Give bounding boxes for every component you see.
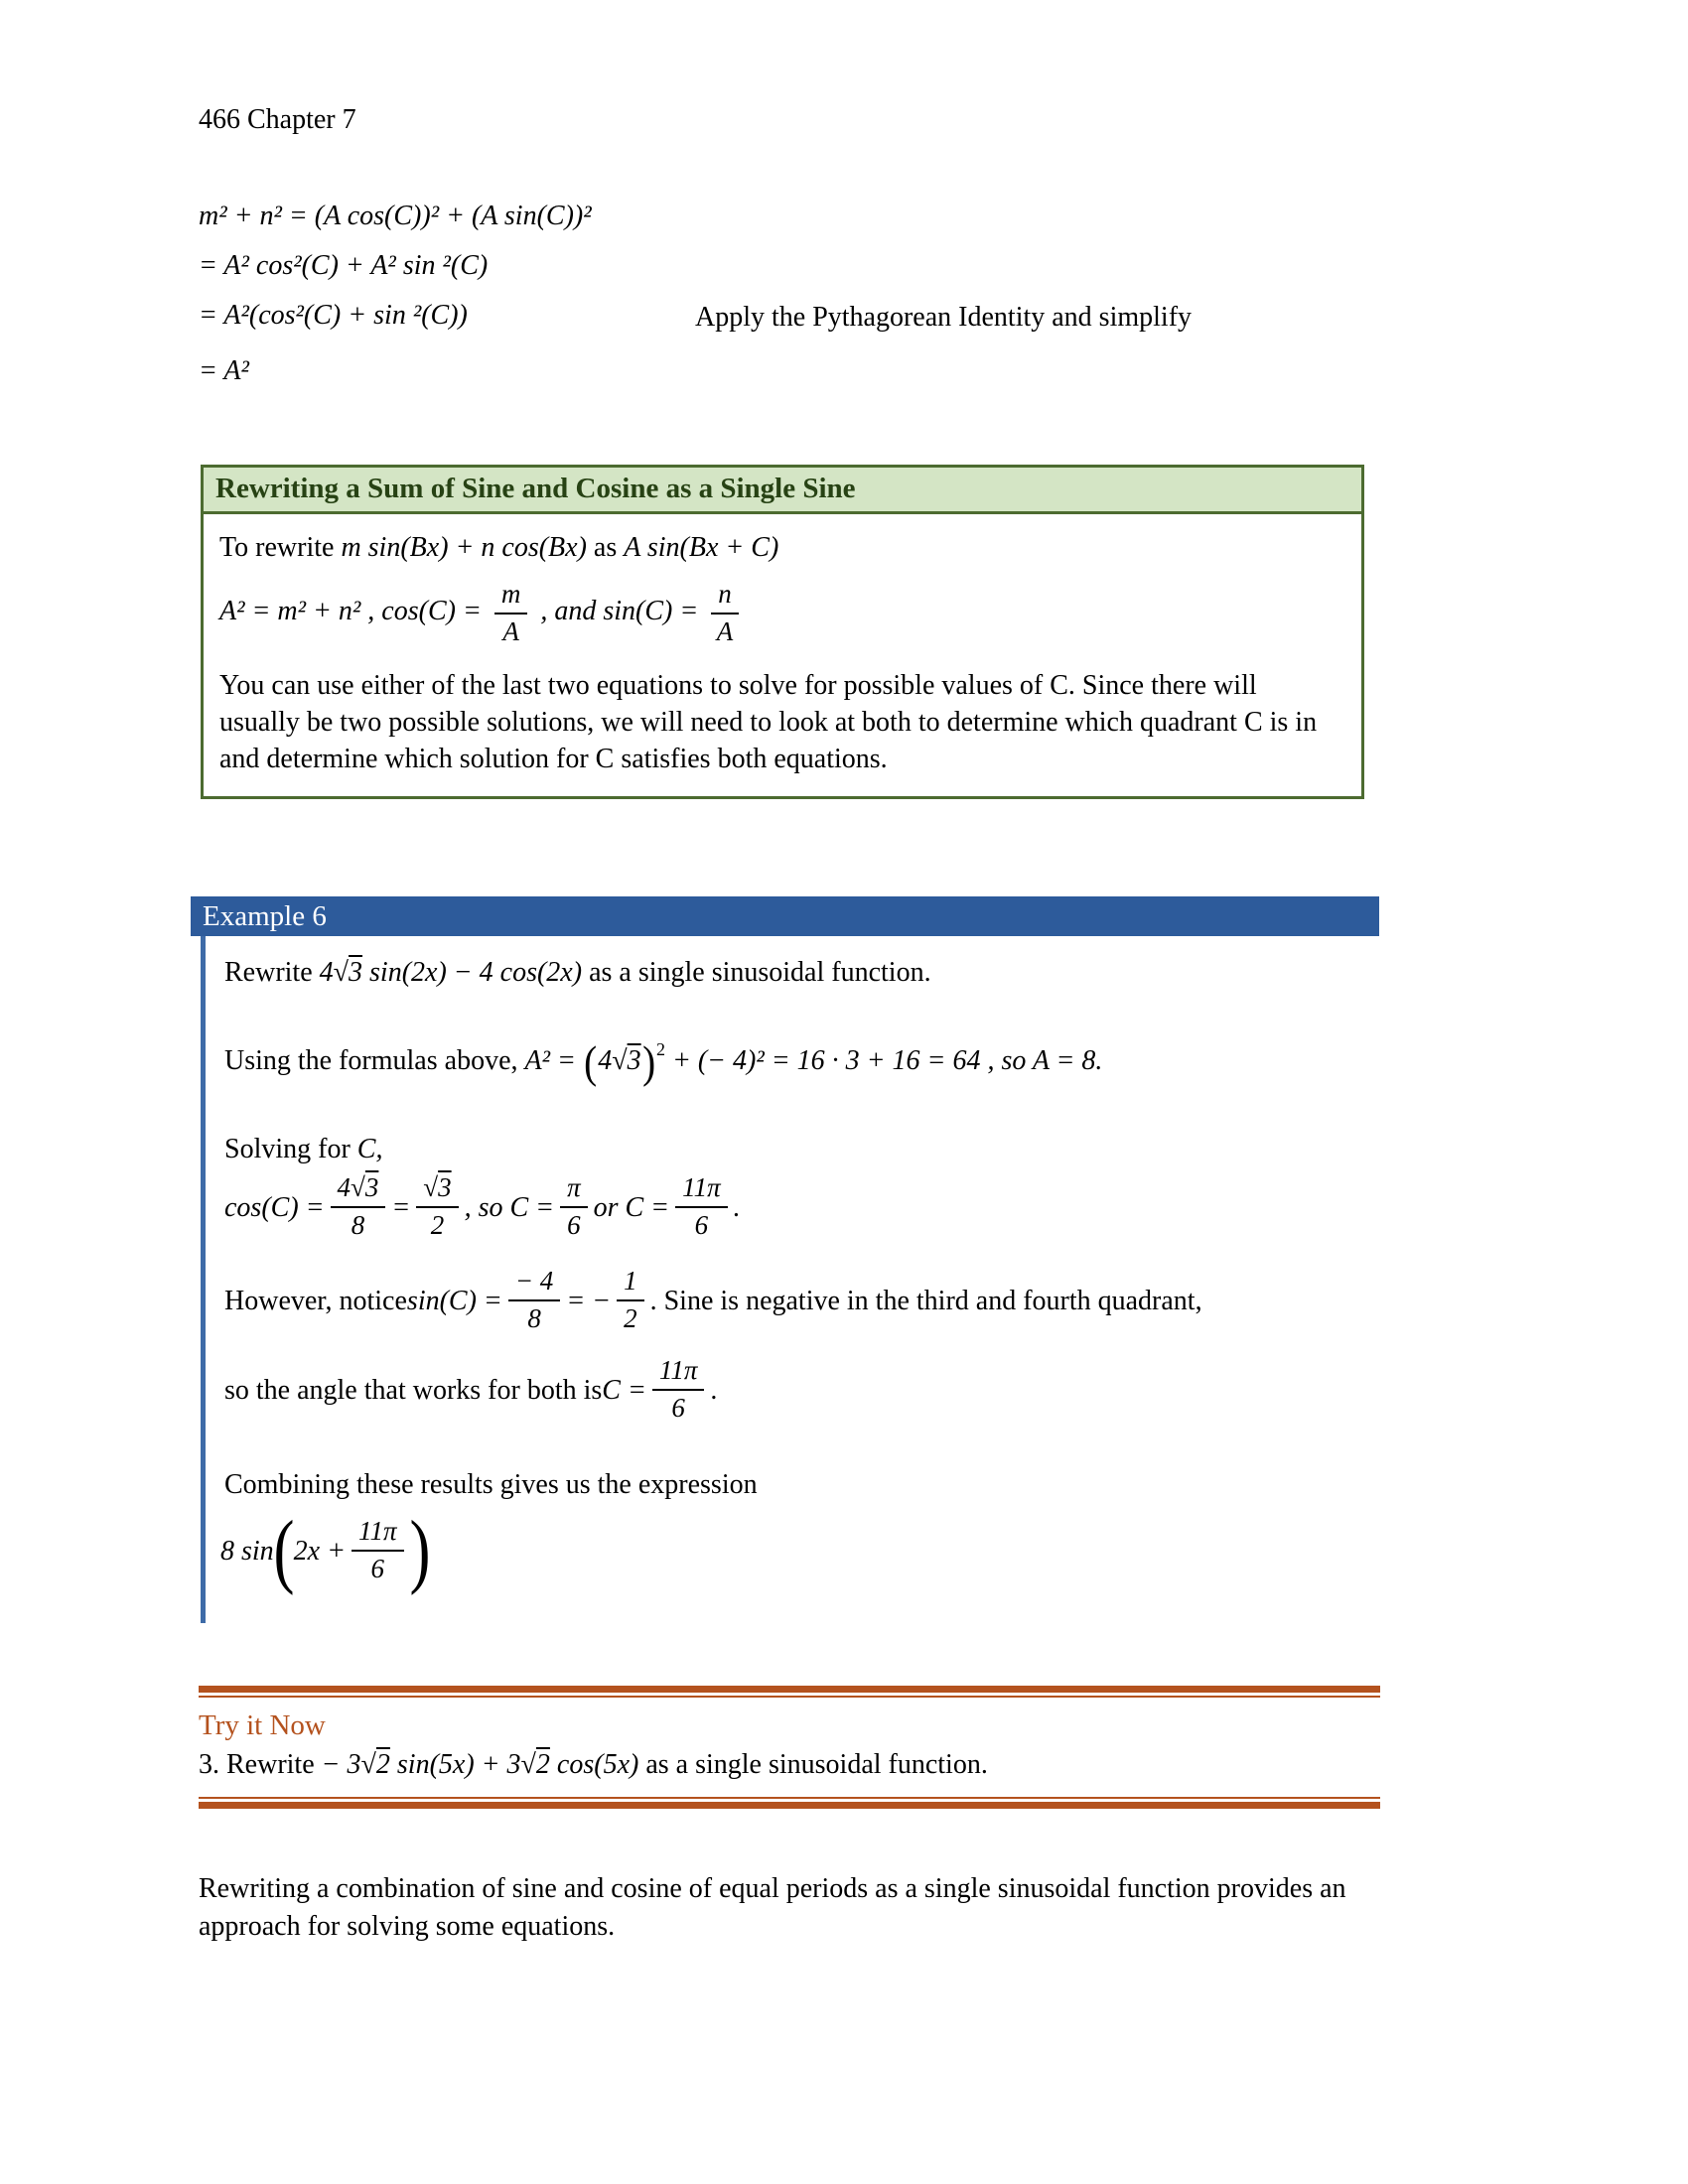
fraction: [675, 1173, 728, 1240]
try-it-now-bottom-rule: [199, 1797, 1380, 1809]
derivation-line-3: = A²(cos²(C) + sin ²(C)): [199, 300, 468, 331]
numerator: [352, 1517, 404, 1552]
fraction: [494, 580, 528, 646]
numerator: [416, 1173, 458, 1208]
text-fragment: .: [710, 1374, 718, 1406]
math-fragment: 11π: [358, 1516, 397, 1547]
radicand: 3: [349, 957, 363, 988]
radicand: 2: [535, 1749, 550, 1780]
denominator: [617, 1301, 644, 1334]
example-combining-line: Combining these results gives us the expression: [224, 1469, 758, 1500]
math-fragment: 11π: [682, 1172, 721, 1203]
math-fragment: + (− 4)² = 16 · 3 + 16 = 64 , so: [664, 1045, 1033, 1076]
example-banner: Example 6: [191, 896, 1379, 936]
math-fragment: A² = m² + n² , cos(C) =: [219, 596, 489, 627]
math-fragment: C,: [356, 1134, 383, 1164]
math-fragment: or C =: [593, 1191, 670, 1223]
text-fragment: 3. Rewrite: [199, 1749, 322, 1780]
exponent: 2: [655, 1039, 665, 1059]
math-fragment: sin(5x) + 3√: [389, 1749, 536, 1780]
denominator: [508, 1301, 560, 1334]
numerator: [494, 580, 528, 614]
math-fragment: = −: [566, 1285, 612, 1316]
numerator: [560, 1173, 588, 1208]
radicand: 3: [438, 1172, 452, 1203]
numerator: [617, 1267, 644, 1301]
derivation-line-1: m² + n² = (A cos(C))² + (A sin(C))²: [199, 201, 592, 231]
denominator: [675, 1208, 728, 1241]
math-fragment: 4√: [337, 1172, 365, 1203]
try-it-now-item: [199, 1747, 988, 1782]
math-fragment: =: [391, 1191, 411, 1223]
math-fragment: 6: [671, 1393, 685, 1423]
math-fragment: m sin(Bx) + n cos(Bx): [341, 532, 587, 563]
math-fragment: , and sin(C) =: [533, 596, 706, 627]
page-number-header: 466 Chapter 7: [199, 104, 356, 135]
numerator: [652, 1356, 705, 1391]
denominator: [560, 1208, 588, 1241]
text-fragment: Using the formulas above,: [224, 1045, 525, 1076]
fraction: [352, 1517, 404, 1583]
fraction: [617, 1267, 644, 1333]
math-fragment: 6: [567, 1210, 581, 1240]
math-fragment: 1: [624, 1266, 637, 1297]
math-fragment: 2x +: [293, 1535, 346, 1567]
math-fragment: 11π: [658, 1355, 698, 1386]
text-fragment: However, notice: [224, 1285, 407, 1316]
definition-paragraph: You can use either of the last two equations to solve for possible values of C. Since there will usually be two possible solutions, we will need to look at both to determine which quadrant C is in and determine which solution for C satisfies both equations.: [219, 670, 1318, 775]
fraction: [416, 1173, 458, 1240]
example-result-expression: 8 sin ( 2x + $\frac{11\pi}{6}$ ): [220, 1504, 431, 1596]
definition-box-title: Rewriting a Sum of Sine and Cosine as a Single Sine: [204, 468, 1361, 514]
text-fragment: . Sine is negative in the third and fourth quadrant,: [649, 1285, 1202, 1316]
fraction: [508, 1267, 560, 1333]
radicand: 3: [364, 1172, 379, 1203]
derivation-line-2: = A² cos²(C) + A² sin ²(C): [199, 250, 489, 281]
math-fragment: 4√: [319, 957, 350, 988]
math-fragment: A: [716, 615, 734, 646]
fraction: [711, 580, 739, 646]
math-fragment: sin(2x) − 4 cos(2x): [362, 957, 583, 988]
math-fragment: 8: [527, 1303, 541, 1333]
math-fragment: A: [502, 615, 519, 646]
derivation-line-4: = A²: [199, 355, 249, 386]
math-fragment: .: [733, 1191, 741, 1223]
radicand: 2: [375, 1749, 390, 1780]
text-fragment: To rewrite: [219, 532, 342, 563]
example-using-formulas-line: Using the formulas above, $A^2 = (4√3)^2$ + (− 4)² = 16 · 3 + 16 = 64 , so A = 8.: [224, 1036, 1103, 1087]
definition-intro-line: [219, 532, 1343, 564]
fraction: [331, 1173, 386, 1240]
example-problem-statement: [224, 955, 931, 990]
math-fragment: √: [423, 1172, 439, 1203]
math-fragment: n: [718, 579, 732, 609]
text-fragment: so the angle that works for both is: [224, 1374, 603, 1406]
math-fragment: 8 sin: [220, 1535, 274, 1567]
math-fragment: cos(5x): [549, 1749, 639, 1780]
math-fragment: cos(C) =: [224, 1191, 325, 1223]
example-angle-line: [224, 1342, 717, 1437]
closing-paragraph: Rewriting a combination of sine and cosine of equal periods as a single sinusoidal function provides an approach for solving some equations.: [199, 1873, 1346, 1942]
math-fragment: A = 8.: [1032, 1045, 1103, 1076]
numerator: [675, 1173, 728, 1208]
text-fragment: Solving for: [224, 1134, 357, 1164]
numerator: [331, 1173, 386, 1208]
definition-box: [201, 465, 1364, 799]
math-fragment: − 4: [514, 1266, 554, 1297]
math-fragment: π: [567, 1172, 581, 1203]
text-fragment: as: [586, 532, 625, 563]
math-fragment: 2: [624, 1303, 637, 1333]
math-fragment: 8: [351, 1210, 365, 1240]
example-cosine-line: [224, 1160, 741, 1255]
derivation-annotation: Apply the Pythagorean Identity and simplify: [695, 302, 1193, 333]
denominator: [416, 1208, 458, 1241]
math-fragment: 2: [430, 1210, 445, 1240]
text-fragment: as a single sinusoidal function.: [582, 957, 931, 988]
denominator: [352, 1552, 404, 1584]
definition-box-body: [204, 514, 1361, 796]
math-fragment: , so C =: [464, 1191, 555, 1223]
denominator: [711, 614, 739, 647]
math-fragment: A sin(Bx + C): [624, 532, 779, 563]
example-however-line: [224, 1253, 1202, 1348]
text-fragment: Rewrite: [224, 957, 320, 988]
denominator: [331, 1208, 386, 1241]
fraction: [560, 1173, 588, 1240]
numerator: [508, 1267, 560, 1301]
radicand: 3: [627, 1045, 641, 1076]
denominator: [494, 614, 528, 647]
text-fragment: as a single sinusoidal function.: [638, 1749, 988, 1780]
try-it-now-top-rule: [199, 1686, 1380, 1698]
math-fragment: 6: [370, 1554, 385, 1583]
math-fragment: sin(C) =: [406, 1285, 502, 1316]
math-fragment: − 3√: [321, 1749, 376, 1780]
numerator: [711, 580, 739, 614]
try-it-now-title: Try it Now: [199, 1709, 326, 1741]
math-fragment: m: [500, 579, 521, 609]
math-fragment: 6: [694, 1210, 709, 1240]
denominator: [652, 1391, 705, 1424]
definition-formula-line: [219, 580, 1343, 646]
math-fragment: A² =: [524, 1045, 583, 1076]
fraction: [652, 1356, 705, 1423]
math-fragment: C =: [602, 1374, 646, 1406]
math-fragment: 4√: [598, 1045, 628, 1076]
example-left-rule: [201, 936, 206, 1623]
